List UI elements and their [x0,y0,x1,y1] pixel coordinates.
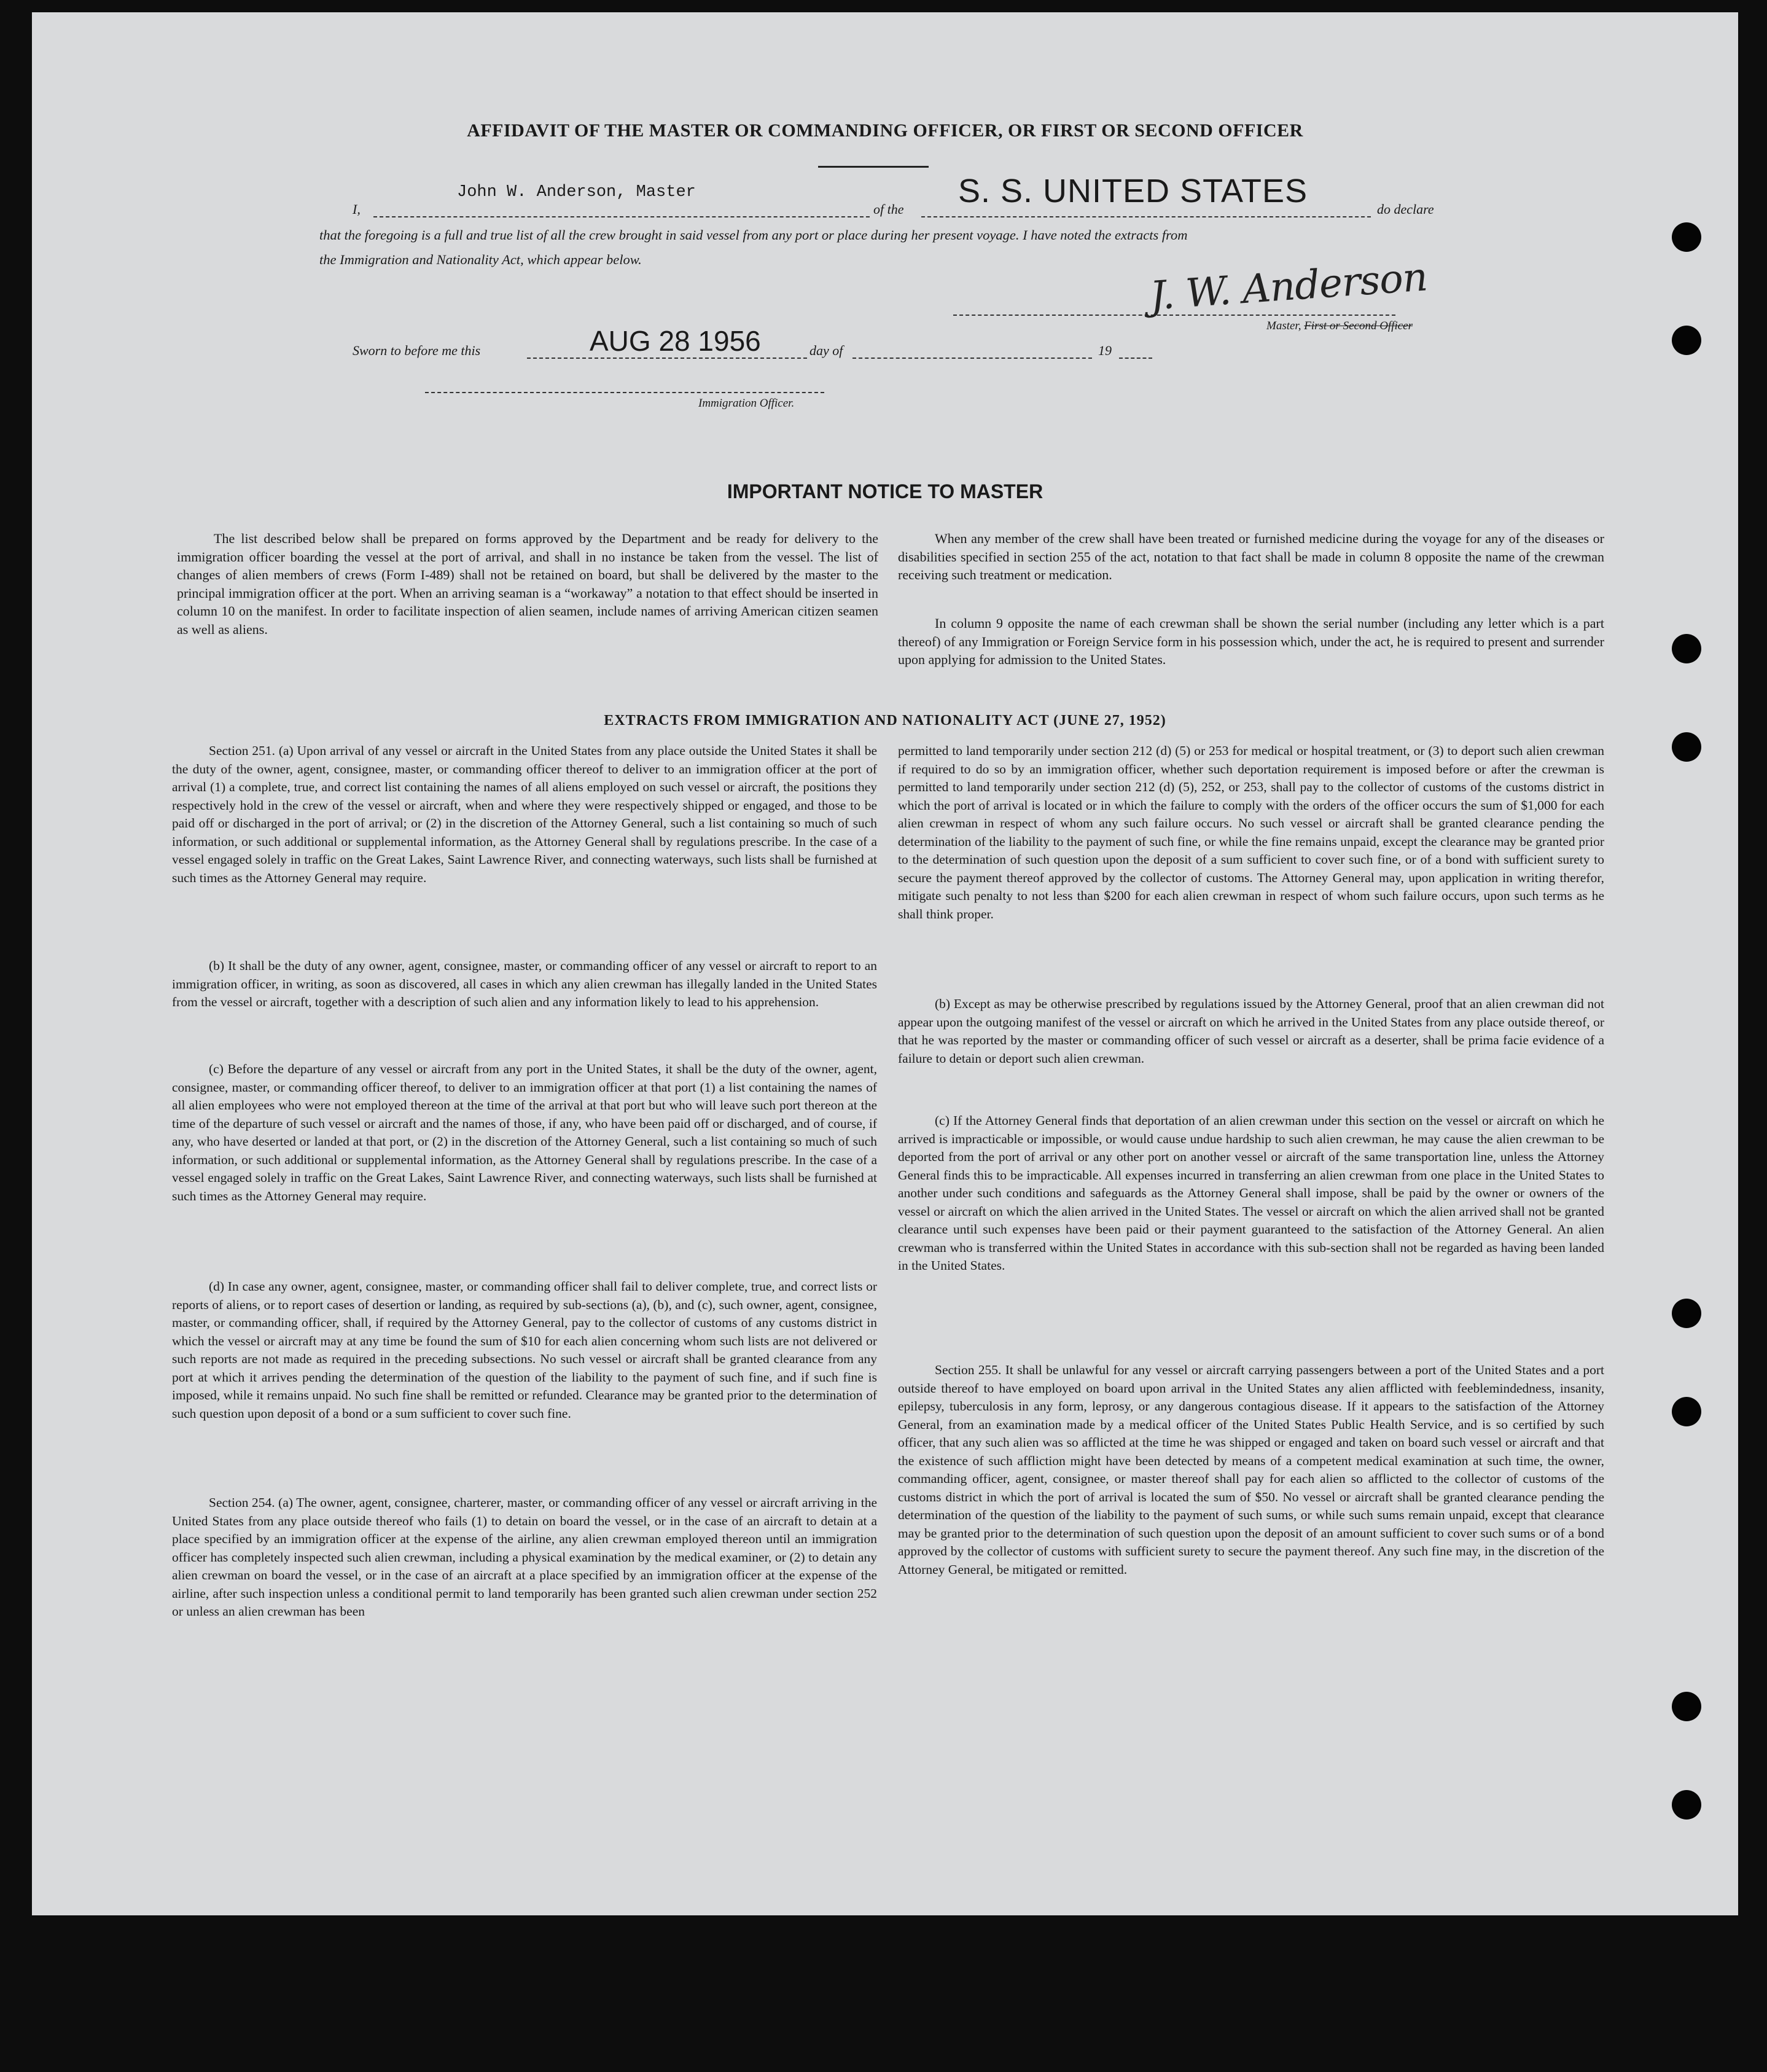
binder-hole [1672,1299,1701,1328]
affidavit-title: AFFIDAVIT OF THE MASTER OR COMMANDING OFFICER, OR FIRST OR SECOND OFFICER [467,120,1303,141]
year-line [1119,358,1152,359]
document-page [32,12,1738,1915]
sworn-label: Sworn to before me this [353,343,481,358]
binder-hole [1672,634,1701,663]
binder-hole [1672,1790,1701,1820]
section-254-a: Section 254. (a) The owner, agent, consignee, charterer, master, or commanding officer of any vessel or aircraft arriving in the United States from any place outside thereof who fails (1) to detain on board the vessel, or in the case of an aircraft to detain at a place specified by an immigration officer at the expense of the airline, any alien crewman employed thereon until an immigration officer has completely inspected such alien crewman, including a physical examination by the medical examiner, or (2) to detain any alien crewman on board the vessel, or in the case of an aircraft at a place specified by an immigration officer at the expense of the airline, after such inspection unless a conditional permit to land temporarily has been granted such alien crewman under section 252 or unless an alien crewman has been [172,1495,877,1619]
section-251-a: Section 251. (a) Upon arrival of any vessel or aircraft in the United States from any place outside the United States it shall be the duty of the owner, agent, consignee, master, or commanding officer thereof to deliver to an immigration officer at the port of arrival (1) a complete, true, and correct list containing the names of all aliens employed on such vessel or aircraft, the positions they respectively hold in the crew of the vessel or aircraft, when and where they were respectively shipped or engaged, and those to be paid off or discharged in the port of arrival; or (2) in the discretion of the Attorney General, such a list containing so much of such information, or such additional or supplemental information, as the Attorney General shall by regulations prescribe. In the case of a vessel engaged solely in traffic on the Great Lakes, Saint Lawrence River, and connecting waterways, such lists shall be furnished at such times as the Attorney General may require. [172,743,877,885]
declarant-name: John W. Anderson, Master [457,183,696,201]
declaration-text-2: the Immigration and Nationality Act, which appear below. [319,252,642,267]
notice-left-text: The list described below shall be prepared on forms approved by the Department and be ready for delivery to the immigration officer boarding the vessel at the port of arrival, and shall in no instance be taken from the vessel. The list of changes of alien members of crews (Form I-489) shall not be retained on board, but shall be delivered by the master to the principal immigration officer at the port. When an arriving seaman is a “workaway” a notation to that effect should be inserted in column 10 on the manifest. In order to facilitate inspection of alien seamen, include names of arriving American citizen seamen as well as aliens. [177,531,878,637]
section-251-d: (d) In case any owner, agent, consignee, master, or commanding officer shall fail to deliver complete, true, and correct lists or reports of aliens, or to report cases of desertion or landing, as required by sub-sections (a), (b), and (c), such owner, agent, consignee, master, or commanding officer, shall, if required by the Attorney General, pay to the collector of customs of any customs district in which the vessel or aircraft may at any time be found the sum of $10 for each alien concerning whom such lists are not delivered or such reports are not made as required in the preceding subsections. No such vessel or aircraft shall be granted clearance from any port at which it arrives pending the determination of the question of the liability to the payment of such fine, and if such fine is imposed, while it remains unpaid. No such fine shall be remitted or refunded. Clearance may be granted prior to the determination of such question upon deposit of a bond or a sum sufficient to cover such fine. [172,1279,877,1421]
master-signature: J. W. Anderson [1148,254,1429,319]
section-254-c: (c) If the Attorney General finds that deportation of an alien crewman under this section on the vessel or aircraft on which he arrived is impracticable or impossible, or would cause undue hardship to such alien crewman, he may cause the alien crewman to be deported from the port of arrival or any other port on another vessel or aircraft of the same transportation line, unless the Attorney General finds this to be impracticable. All expenses incurred in transferring an alien crewman from one place in the United States to another under such conditions and safeguards as the Attorney General shall impose, shall be paid by the owner or owners of the vessel or aircraft on which the alien arrived in the United States. The vessel or aircraft on which the alien arrived shall not be granted clearance until such expenses have been paid or their payment guaranteed to the satisfaction of the Attorney General. An alien crewman who is transferred within the United States in accordance with this sub-section shall not be regarded as having been landed in the United States. [898,1113,1604,1273]
do-declare-label: do declare [1377,201,1434,217]
section-251-c: (c) Before the departure of any vessel or aircraft from any port in the United States, it shall be the duty of the owner, agent, consignee, master, or commanding officer thereof, to deliver to an immigration officer at that port (1) a list containing the names of all alien employees who were not employed thereon at the time of the arrival at that port but who will leave such port thereon at the time of the departure of such vessel or aircraft and the names of those, if any, who have been paid off or discharged, and of course, if any, who have deserted or landed at that port, or (2) in the discretion of the Attorney General, such a list containing so much of such information, or such additional or supplemental information, as the Attorney General shall by regulations prescribe. In the case of a vessel engaged solely in traffic on the Great Lakes, Saint Lawrence River, and connecting waterways, such lists shall be furnished at such times as the Attorney General may require. [172,1061,877,1203]
extracts-title: EXTRACTS FROM IMMIGRATION AND NATIONALITY ACT (JUNE 27, 1952) [604,713,1166,729]
of-the-label: of the [873,201,904,217]
section-254-a-cont: permitted to land temporarily under section 212 (d) (5) or 253 for medical or hospital treatment, or (3) to deport such alien crewman if required to do so by an immigration officer, whether such deportation requirement is imposed before or after the crewman is permitted to land temporarily under section 212 (d) (5), 252, or 253, shall pay to the collector of customs of the customs district in which the port of arrival is located or in which the failure to comply with the orders of the officer occurs the sum of $1,000 for each alien crewman in respect of whom any such failure occurs. No such vessel or aircraft shall be granted clearance pending the determination of the liability to the payment of such fine, or while the fine remains unpaid, except the clearance may be granted prior to the determination of such question upon the deposit of a sum sufficient to cover such fine, or of a bond with sufficient surety to secure the payment thereof approved by the collector of customs. The Attorney General may, upon application in writing therefor, mitigate such penalty to not less than $200 for each alien crewman in respect of whom such failure occurs, upon such terms as he shall think proper. [898,743,1604,921]
section-251-b: (b) It shall be the duty of any owner, agent, consignee, master, or commanding officer of any vessel or aircraft to report to an immigration officer, in writing, as soon as discovered, all cases in which any alien crewman has illegally landed in the United States from the vessel or aircraft, together with a description of such alien and any information likely to lead to his apprehension. [172,958,877,1009]
binder-hole [1672,1692,1701,1721]
master-label: Master, [1266,319,1301,332]
binder-hole [1672,222,1701,252]
section-254-b: (b) Except as may be otherwise prescribed by regulations issued by the Attorney General, proof that an alien crewman did not appear upon the outgoing manifest of the vessel or aircraft on which he arrived in the United States from any place outside thereof, or that he was reported by the master or commanding officer of such vessel or aircraft as a deserter, shall be prima facie evidence of a failure to detain or deport such alien crewman. [898,996,1604,1066]
declaration-text-1: that the foregoing is a full and true list of all the crew brought in said vessel from any port or place during her present voyage. I have noted the extracts from [319,227,1188,243]
sworn-date-stamp: AUG 28 1956 [590,325,761,357]
vessel-line [921,216,1371,217]
binder-hole [1672,326,1701,355]
notice-title: IMPORTANT NOTICE TO MASTER [727,480,1043,502]
officer-label: Immigration Officer. [698,397,795,410]
officer-line [425,392,824,393]
day-of-line [852,358,1092,359]
declarant-line [373,216,870,217]
master-struck-text: First or Second Officer [1304,319,1413,332]
sworn-date-line [527,358,807,359]
vessel-name: S. S. UNITED STATES [958,173,1308,209]
notice-right-text-2: In column 9 opposite the name of each crewman shall be shown the serial number (including any letter which is a part thereof) of any Immigration or Foreign Service form in his possession which, under the act, he is required to present and surrender upon applying for admission to the United States. [898,616,1604,667]
title-rule [818,166,929,168]
section-255: Section 255. It shall be unlawful for any vessel or aircraft carrying passengers between a port of the United States and a port outside thereof to have employed on board upon arrival in the United States any alien afflicted with feeblemindedness, insanity, epilepsy, tuberculosis in any form, leprosy, or any dangerous contagious disease. If it appears to the satisfaction of the Attorney General, from an examination made by a medical officer of the United States Public Health Service, and is so certified by such officer, that any such alien was so afflicted at the time he was shipped or engaged and taken on board such vessel or aircraft and that the existence of such affliction might have been detected by means of a competent medical examination at such time, the owner, commanding officer, agent, consignee, or master thereof shall pay for each alien so afflicted to the collector of customs of the customs district in which the port of arrival is located the sum of $50. No vessel or aircraft shall be granted clearance pending the determination of the question of the liability to the payment of such sums, or while such sums remain unpaid, except that clearance may be granted prior to the determination of such question upon the deposit of an amount sufficient to cover such sums or of a bond approved by the collector of customs with sufficient surety to secure the payment thereof. Any such fine may, in the discretion of the Attorney General, be mitigated or remitted. [898,1362,1604,1577]
binder-hole [1672,732,1701,762]
day-of-label: day of [809,343,843,358]
master-title [1266,319,1413,333]
notice-right-text-1: When any member of the crew shall have been treated or furnished medicine during the voyage for any of the diseases or disabilities specified in section 255 of the act, notation to that fact shall be made in column 8 opposite the name of the crewman receiving such treatment or medication. [898,531,1604,582]
i-label: I, [353,201,361,217]
year-prefix: 19 [1098,343,1112,358]
binder-hole [1672,1397,1701,1426]
